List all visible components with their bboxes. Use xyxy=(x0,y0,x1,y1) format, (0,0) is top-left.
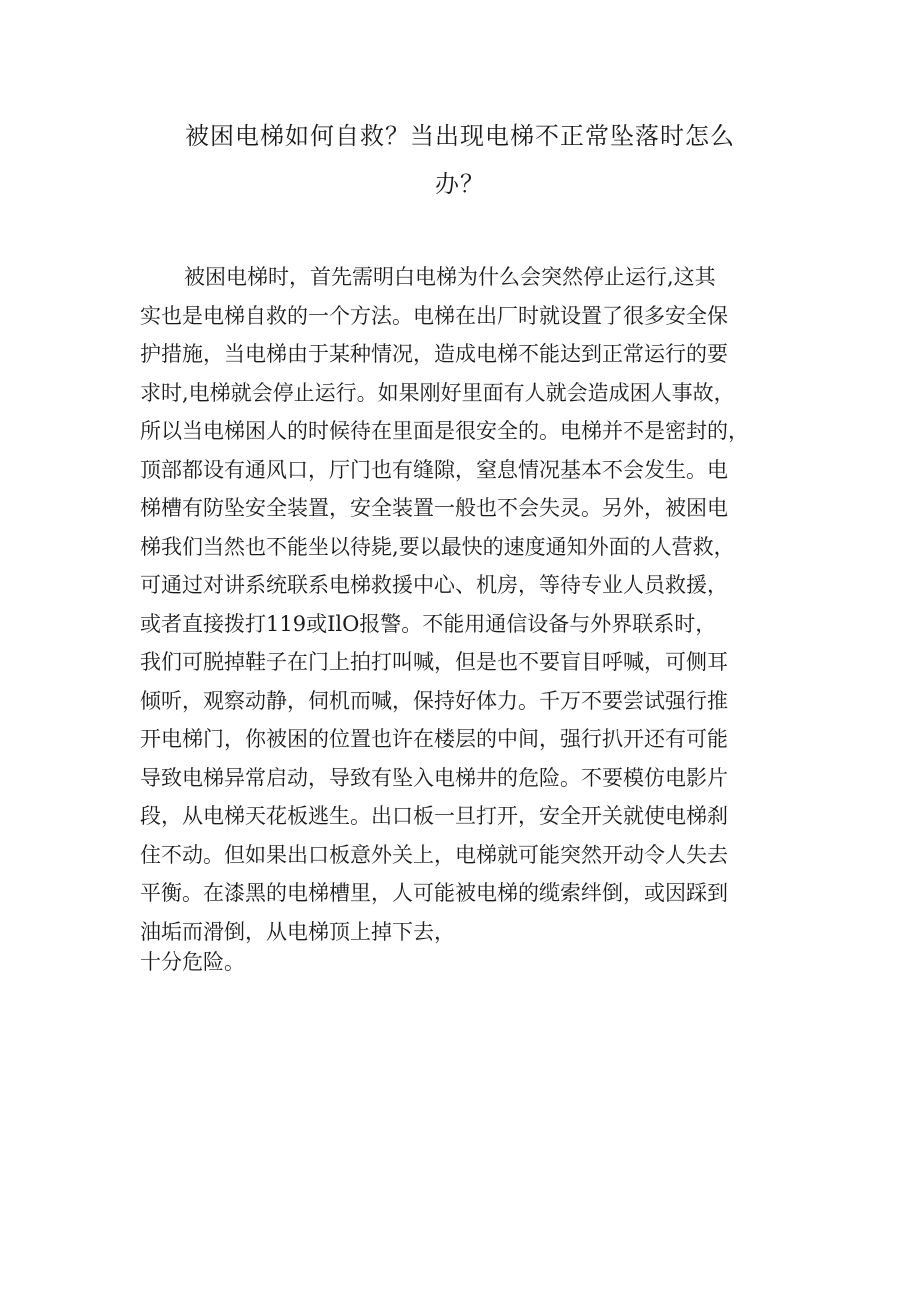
body-line: 倾听，观察动静，伺机而喊，保持好体力。千万不要尝试强行推 xyxy=(140,688,728,713)
body-line: 求时,电梯就会停止运行。如果刚好里面有人就会造成困人事故， xyxy=(140,380,735,405)
body-line: 梯槽有防坠安全装置，安全装置一般也不会失灵。另外，被困电 xyxy=(140,496,728,520)
document-body xyxy=(140,258,800,977)
body-line: 实也是电梯自救的一个方法。电梯在出厂时就设置了很多安全保 xyxy=(140,303,728,328)
body-line: 护措施，当电梯由于某种情况，造成电梯不能达到正常运行的要 xyxy=(140,342,728,366)
document-title xyxy=(140,112,780,208)
body-line: 被困电梯时，首先需明白电梯为什么会突然停止运行,这其 xyxy=(184,265,716,289)
body-line: 段，从电梯天花板逃生。出口板一旦打开，安全开关就使电梯刹 xyxy=(140,804,728,828)
body-line: 住不动。但如果出口板意外关上，电梯就可能突然开动令人失去 xyxy=(140,842,728,867)
body-line: 十分危险。 xyxy=(140,950,245,974)
body-line: 所以当电梯困人的时候待在里面是很安全的。电梯并不是密封的， xyxy=(140,419,749,443)
body-line: 平衡。在漆黑的电梯槽里，人可能被电梯的缆索绊倒，或因踩到 xyxy=(140,881,728,905)
body-line: 可通过对讲系统联系电梯救援中心、机房，等待专业人员救援， xyxy=(140,573,728,597)
body-line: 开电梯门，你被困的位置也许在楼层的中间，强行扒开还有可能 xyxy=(140,727,728,751)
body-line: 导致电梯异常启动，导致有坠入电梯井的危险。不要模仿电影片 xyxy=(140,765,728,790)
body-line: 或者直接拨打119或IlO报警。不能用通信设备与外界联系时， xyxy=(140,611,717,636)
body-line: 梯我们当然也不能坐以待毙,要以最快的速度通知外面的人营救， xyxy=(140,534,735,559)
body-line: 油垢而滑倒，从电梯顶上掉下去， xyxy=(140,919,455,944)
body-line: 顶部都设有通风口，厅门也有缝隙，窒息情况基本不会发生。电 xyxy=(140,457,728,482)
body-line: 我们可脱掉鞋子在门上拍打叫喊，但是也不要盲目呼喊，可侧耳 xyxy=(140,650,728,674)
title-line: 办？ xyxy=(435,170,485,198)
title-line: 被困电梯如何自救？当出现电梯不正常坠落时怎么 xyxy=(185,122,735,150)
